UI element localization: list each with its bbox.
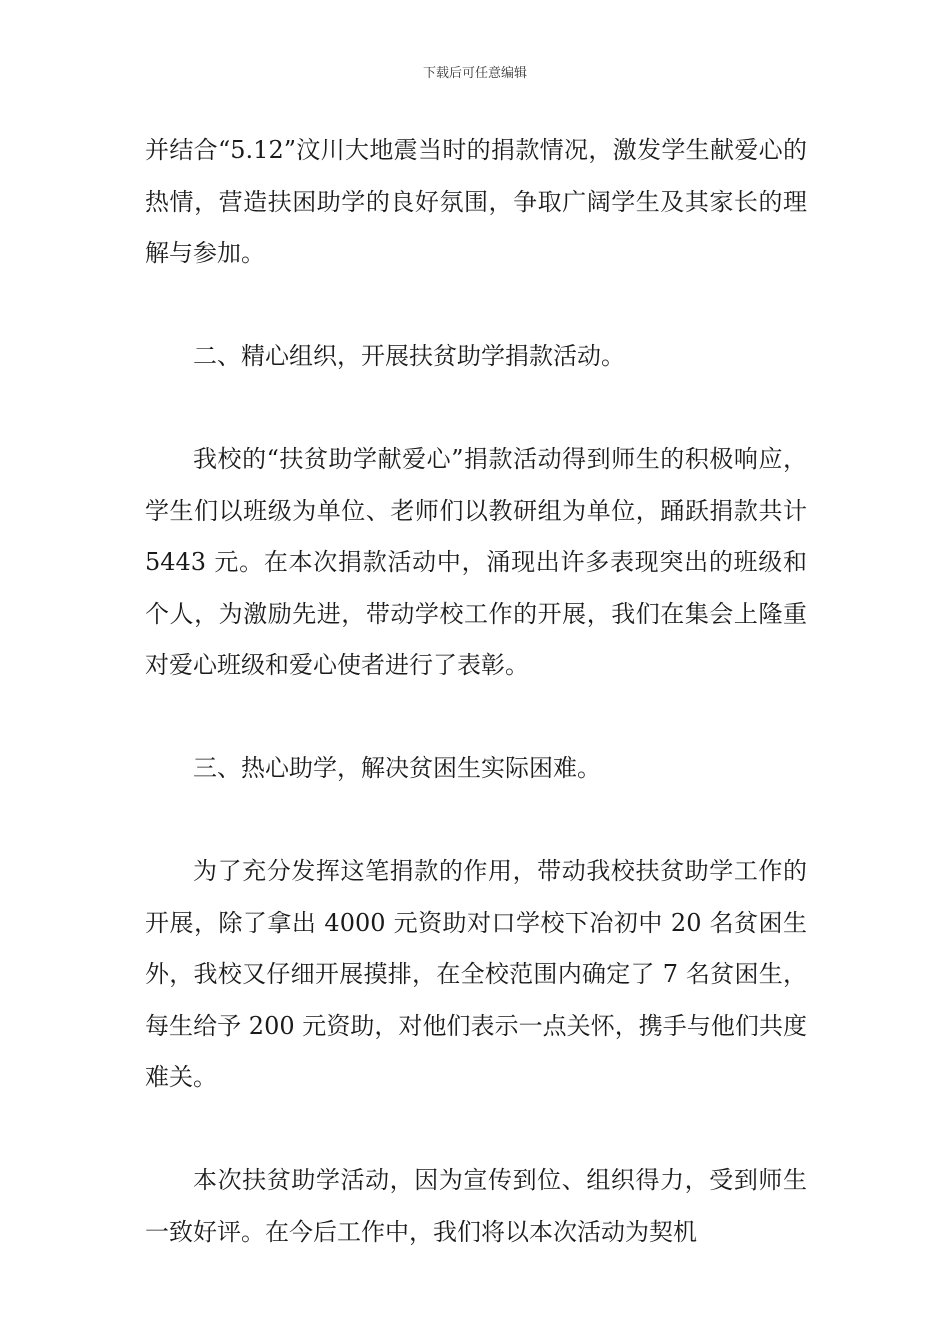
section-heading: 二、精心组织，开展扶贫助学捐款活动。 <box>193 342 625 370</box>
document-body <box>145 125 807 1310</box>
body-paragraph: 本次扶贫助学活动，因为宣传到位、组织得力，受到师生一致好评。在今后工作中，我们将以本次活动为契机 <box>145 1166 807 1246</box>
page-header-note: 下载后可任意编辑 <box>422 66 527 81</box>
body-paragraph: 为了充分发挥这笔捐款的作用，带动我校扶贫助学工作的开展，除了拿出 4000 元资助对口学校下冶初中 20 名贫困生外，我校又仔细开展摸排，在全校范围内确定了 7 名贫困生，每生给予 200 元资助，对他们表示一点关怀，携手与他们共度难关。 <box>145 857 807 1091</box>
section-heading: 三、热心助学，解决贫困生实际困难。 <box>193 754 601 782</box>
body-paragraph: 我校的“扶贫助学献爱心”捐款活动得到师生的积极响应，学生们以班级为单位、老师们以教研组为单位，踊跃捐款共计 5443 元。在本次捐款活动中，涌现出许多表现突出的班级和个人，为激励先进，带动学校工作的开展，我们在集会上隆重对爱心班级和爱心使者进行了表彰。 <box>145 445 807 679</box>
body-paragraph: 并结合“5.12”汶川大地震当时的捐款情况，激发学生献爱心的热情，营造扶困助学的良好氛围，争取广阔学生及其家长的理解与参加。 <box>145 136 807 267</box>
